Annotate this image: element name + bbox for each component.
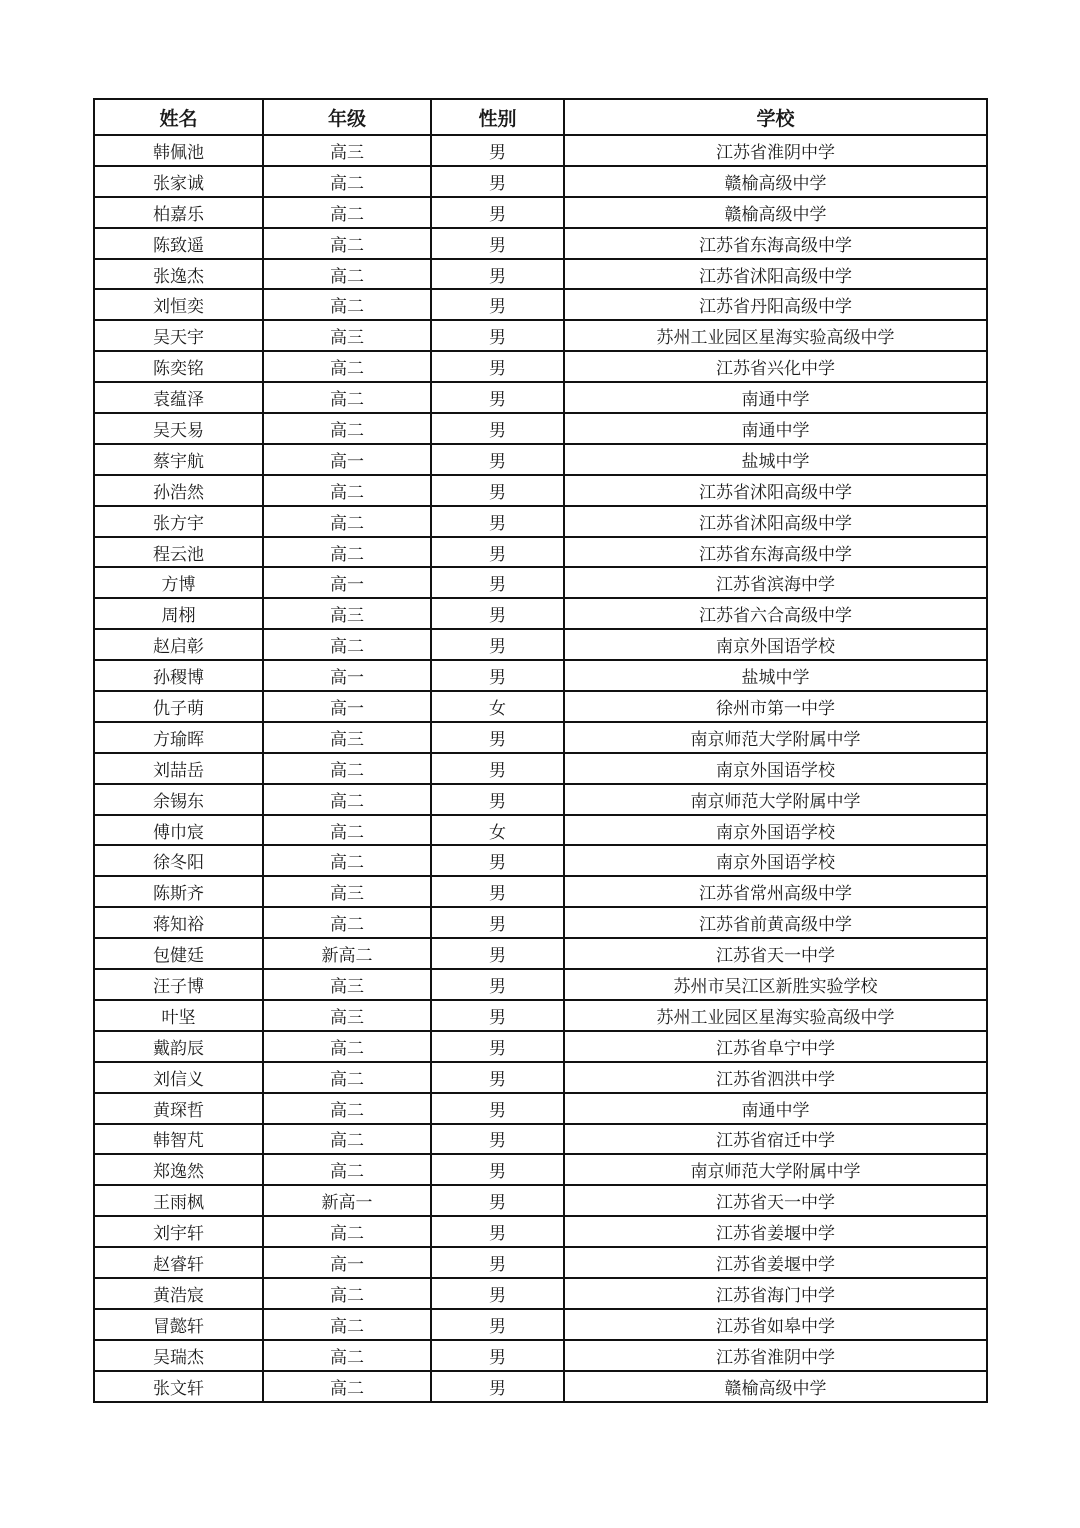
table-row: [94, 753, 987, 784]
cell-name: 张逸杰: [94, 259, 263, 290]
header-row: [94, 99, 987, 135]
cell-name: 柏嘉乐: [94, 197, 263, 228]
cell-grade: 高三: [263, 876, 431, 907]
table-row: [94, 197, 987, 228]
cell-name: 冒懿轩: [94, 1309, 263, 1340]
cell-grade: 高三: [263, 722, 431, 753]
cell-name: 吴天易: [94, 413, 263, 444]
cell-school: 徐州市第一中学: [564, 691, 987, 722]
table-row: [94, 1309, 987, 1340]
cell-school: 江苏省沭阳高级中学: [564, 506, 987, 537]
cell-school: 南京师范大学附属中学: [564, 1154, 987, 1185]
cell-grade: 高一: [263, 1247, 431, 1278]
cell-name: 陈致遥: [94, 228, 263, 259]
table-row: [94, 537, 987, 568]
table-row: [94, 567, 987, 598]
header-school: 学校: [564, 99, 987, 135]
header-gender: 性别: [431, 99, 564, 135]
cell-school: 江苏省淮阴中学: [564, 1340, 987, 1371]
table-row: [94, 506, 987, 537]
cell-name: 吴天宇: [94, 320, 263, 351]
cell-school: 南京外国语学校: [564, 629, 987, 660]
cell-grade: 高二: [263, 1124, 431, 1155]
cell-grade: 高三: [263, 320, 431, 351]
cell-grade: 高一: [263, 691, 431, 722]
cell-school: 江苏省六合高级中学: [564, 598, 987, 629]
cell-grade: 高二: [263, 784, 431, 815]
cell-gender: 男: [431, 1062, 564, 1093]
cell-school: 南京外国语学校: [564, 815, 987, 846]
cell-name: 郑逸然: [94, 1154, 263, 1185]
table-row: [94, 1000, 987, 1031]
cell-name: 张文轩: [94, 1371, 263, 1402]
cell-grade: 高三: [263, 598, 431, 629]
table-row: [94, 1031, 987, 1062]
table-row: [94, 1154, 987, 1185]
cell-gender: 男: [431, 506, 564, 537]
cell-name: 赵启彰: [94, 629, 263, 660]
cell-gender: 男: [431, 907, 564, 938]
cell-school: 江苏省天一中学: [564, 938, 987, 969]
cell-name: 戴韵辰: [94, 1031, 263, 1062]
cell-name: 韩佩池: [94, 135, 263, 166]
cell-gender: 男: [431, 845, 564, 876]
cell-gender: 男: [431, 166, 564, 197]
cell-school: 南京外国语学校: [564, 845, 987, 876]
cell-grade: 高二: [263, 351, 431, 382]
cell-school: 江苏省东海高级中学: [564, 537, 987, 568]
cell-grade: 高二: [263, 197, 431, 228]
cell-name: 张方宇: [94, 506, 263, 537]
cell-name: 傅巾宸: [94, 815, 263, 846]
table-row: [94, 691, 987, 722]
table-row: [94, 907, 987, 938]
cell-school: 南通中学: [564, 382, 987, 413]
cell-name: 孙稷博: [94, 660, 263, 691]
cell-school: 江苏省滨海中学: [564, 567, 987, 598]
cell-name: 孙浩然: [94, 475, 263, 506]
cell-gender: 男: [431, 228, 564, 259]
cell-school: 江苏省常州高级中学: [564, 876, 987, 907]
table-row: [94, 938, 987, 969]
table-row: [94, 1278, 987, 1309]
cell-name: 余锡东: [94, 784, 263, 815]
table-row: [94, 444, 987, 475]
cell-grade: 新高一: [263, 1185, 431, 1216]
table-row: [94, 1062, 987, 1093]
cell-gender: 男: [431, 1371, 564, 1402]
cell-name: 刘宇轩: [94, 1216, 263, 1247]
cell-name: 汪子博: [94, 969, 263, 1000]
cell-grade: 高一: [263, 660, 431, 691]
cell-school: 江苏省东海高级中学: [564, 228, 987, 259]
cell-grade: 高二: [263, 413, 431, 444]
table-row: [94, 660, 987, 691]
cell-name: 黄琛哲: [94, 1093, 263, 1124]
cell-name: 程云池: [94, 537, 263, 568]
cell-school: 江苏省丹阳高级中学: [564, 289, 987, 320]
cell-gender: 男: [431, 320, 564, 351]
cell-grade: 高二: [263, 753, 431, 784]
cell-grade: 新高二: [263, 938, 431, 969]
cell-name: 黄浩宸: [94, 1278, 263, 1309]
table-row: [94, 475, 987, 506]
student-roster-table: [93, 98, 988, 1403]
cell-grade: 高二: [263, 815, 431, 846]
cell-school: 江苏省如皋中学: [564, 1309, 987, 1340]
cell-gender: 男: [431, 1216, 564, 1247]
cell-name: 王雨枫: [94, 1185, 263, 1216]
cell-grade: 高二: [263, 228, 431, 259]
cell-gender: 女: [431, 691, 564, 722]
cell-grade: 高二: [263, 1278, 431, 1309]
cell-school: 江苏省阜宁中学: [564, 1031, 987, 1062]
cell-school: 盐城中学: [564, 660, 987, 691]
cell-school: 南京师范大学附属中学: [564, 722, 987, 753]
table-row: [94, 815, 987, 846]
cell-name: 包健廷: [94, 938, 263, 969]
table-header: [94, 99, 987, 135]
cell-gender: 男: [431, 938, 564, 969]
cell-school: 南通中学: [564, 413, 987, 444]
cell-school: 苏州工业园区星海实验高级中学: [564, 1000, 987, 1031]
table-body: [94, 135, 987, 1402]
cell-school: 南通中学: [564, 1093, 987, 1124]
cell-name: 韩智芃: [94, 1124, 263, 1155]
cell-grade: 高二: [263, 475, 431, 506]
cell-school: 江苏省天一中学: [564, 1185, 987, 1216]
cell-school: 赣榆高级中学: [564, 197, 987, 228]
cell-grade: 高二: [263, 1062, 431, 1093]
table-row: [94, 135, 987, 166]
cell-name: 袁蕴泽: [94, 382, 263, 413]
cell-name: 蒋知裕: [94, 907, 263, 938]
cell-school: 南京师范大学附属中学: [564, 784, 987, 815]
cell-school: 江苏省姜堰中学: [564, 1247, 987, 1278]
cell-name: 方瑜晖: [94, 722, 263, 753]
cell-gender: 男: [431, 1309, 564, 1340]
cell-gender: 男: [431, 629, 564, 660]
cell-name: 仇子萌: [94, 691, 263, 722]
cell-school: 苏州工业园区星海实验高级中学: [564, 320, 987, 351]
cell-grade: 高二: [263, 907, 431, 938]
cell-school: 江苏省姜堰中学: [564, 1216, 987, 1247]
cell-gender: 女: [431, 815, 564, 846]
table-row: [94, 722, 987, 753]
cell-grade: 高三: [263, 969, 431, 1000]
cell-gender: 男: [431, 413, 564, 444]
cell-grade: 高二: [263, 1216, 431, 1247]
table-row: [94, 320, 987, 351]
cell-grade: 高一: [263, 567, 431, 598]
cell-name: 吴瑞杰: [94, 1340, 263, 1371]
cell-grade: 高二: [263, 1340, 431, 1371]
cell-gender: 男: [431, 753, 564, 784]
cell-grade: 高二: [263, 1154, 431, 1185]
cell-school: 江苏省海门中学: [564, 1278, 987, 1309]
cell-gender: 男: [431, 1247, 564, 1278]
table-row: [94, 876, 987, 907]
cell-gender: 男: [431, 351, 564, 382]
cell-gender: 男: [431, 1000, 564, 1031]
cell-gender: 男: [431, 259, 564, 290]
cell-gender: 男: [431, 660, 564, 691]
table-row: [94, 1247, 987, 1278]
cell-grade: 高三: [263, 135, 431, 166]
cell-grade: 高二: [263, 1093, 431, 1124]
cell-gender: 男: [431, 567, 564, 598]
table-row: [94, 1124, 987, 1155]
cell-gender: 男: [431, 876, 564, 907]
cell-name: 赵睿轩: [94, 1247, 263, 1278]
table-row: [94, 1093, 987, 1124]
cell-school: 苏州市吴江区新胜实验学校: [564, 969, 987, 1000]
cell-gender: 男: [431, 1031, 564, 1062]
cell-school: 江苏省泗洪中学: [564, 1062, 987, 1093]
cell-name: 张家诚: [94, 166, 263, 197]
table-row: [94, 845, 987, 876]
header-name: 姓名: [94, 99, 263, 135]
table-row: [94, 1340, 987, 1371]
cell-grade: 高二: [263, 629, 431, 660]
cell-gender: 男: [431, 1124, 564, 1155]
cell-grade: 高二: [263, 1309, 431, 1340]
table-row: [94, 228, 987, 259]
table-row: [94, 413, 987, 444]
cell-gender: 男: [431, 1185, 564, 1216]
cell-gender: 男: [431, 444, 564, 475]
cell-grade: 高二: [263, 1371, 431, 1402]
cell-gender: 男: [431, 1154, 564, 1185]
cell-school: 盐城中学: [564, 444, 987, 475]
cell-gender: 男: [431, 598, 564, 629]
cell-school: 南京外国语学校: [564, 753, 987, 784]
header-grade: 年级: [263, 99, 431, 135]
cell-grade: 高一: [263, 444, 431, 475]
cell-gender: 男: [431, 1093, 564, 1124]
cell-school: 江苏省沭阳高级中学: [564, 475, 987, 506]
table-row: [94, 969, 987, 1000]
cell-school: 江苏省淮阴中学: [564, 135, 987, 166]
table-row: [94, 1371, 987, 1402]
table-row: [94, 259, 987, 290]
cell-gender: 男: [431, 135, 564, 166]
table-row: [94, 166, 987, 197]
cell-school: 江苏省沭阳高级中学: [564, 259, 987, 290]
table-row: [94, 784, 987, 815]
cell-grade: 高二: [263, 506, 431, 537]
cell-grade: 高二: [263, 537, 431, 568]
cell-gender: 男: [431, 289, 564, 320]
cell-name: 方博: [94, 567, 263, 598]
table-row: [94, 1185, 987, 1216]
cell-school: 赣榆高级中学: [564, 166, 987, 197]
cell-grade: 高二: [263, 1031, 431, 1062]
cell-name: 刘信义: [94, 1062, 263, 1093]
cell-grade: 高二: [263, 166, 431, 197]
cell-name: 叶坚: [94, 1000, 263, 1031]
cell-school: 江苏省前黄高级中学: [564, 907, 987, 938]
table-row: [94, 382, 987, 413]
cell-gender: 男: [431, 969, 564, 1000]
table-row: [94, 351, 987, 382]
cell-gender: 男: [431, 382, 564, 413]
cell-gender: 男: [431, 537, 564, 568]
cell-name: 陈奕铭: [94, 351, 263, 382]
cell-gender: 男: [431, 475, 564, 506]
cell-grade: 高二: [263, 259, 431, 290]
cell-gender: 男: [431, 722, 564, 753]
table-row: [94, 629, 987, 660]
cell-name: 刘恒奕: [94, 289, 263, 320]
cell-gender: 男: [431, 1340, 564, 1371]
table-row: [94, 598, 987, 629]
cell-name: 陈斯齐: [94, 876, 263, 907]
cell-grade: 高二: [263, 382, 431, 413]
cell-gender: 男: [431, 197, 564, 228]
cell-grade: 高二: [263, 845, 431, 876]
cell-name: 蔡宇航: [94, 444, 263, 475]
table-row: [94, 289, 987, 320]
cell-name: 徐冬阳: [94, 845, 263, 876]
cell-name: 周栩: [94, 598, 263, 629]
cell-school: 赣榆高级中学: [564, 1371, 987, 1402]
cell-school: 江苏省宿迁中学: [564, 1124, 987, 1155]
cell-name: 刘喆岳: [94, 753, 263, 784]
cell-gender: 男: [431, 784, 564, 815]
cell-school: 江苏省兴化中学: [564, 351, 987, 382]
cell-grade: 高三: [263, 1000, 431, 1031]
cell-gender: 男: [431, 1278, 564, 1309]
cell-grade: 高二: [263, 289, 431, 320]
table-row: [94, 1216, 987, 1247]
